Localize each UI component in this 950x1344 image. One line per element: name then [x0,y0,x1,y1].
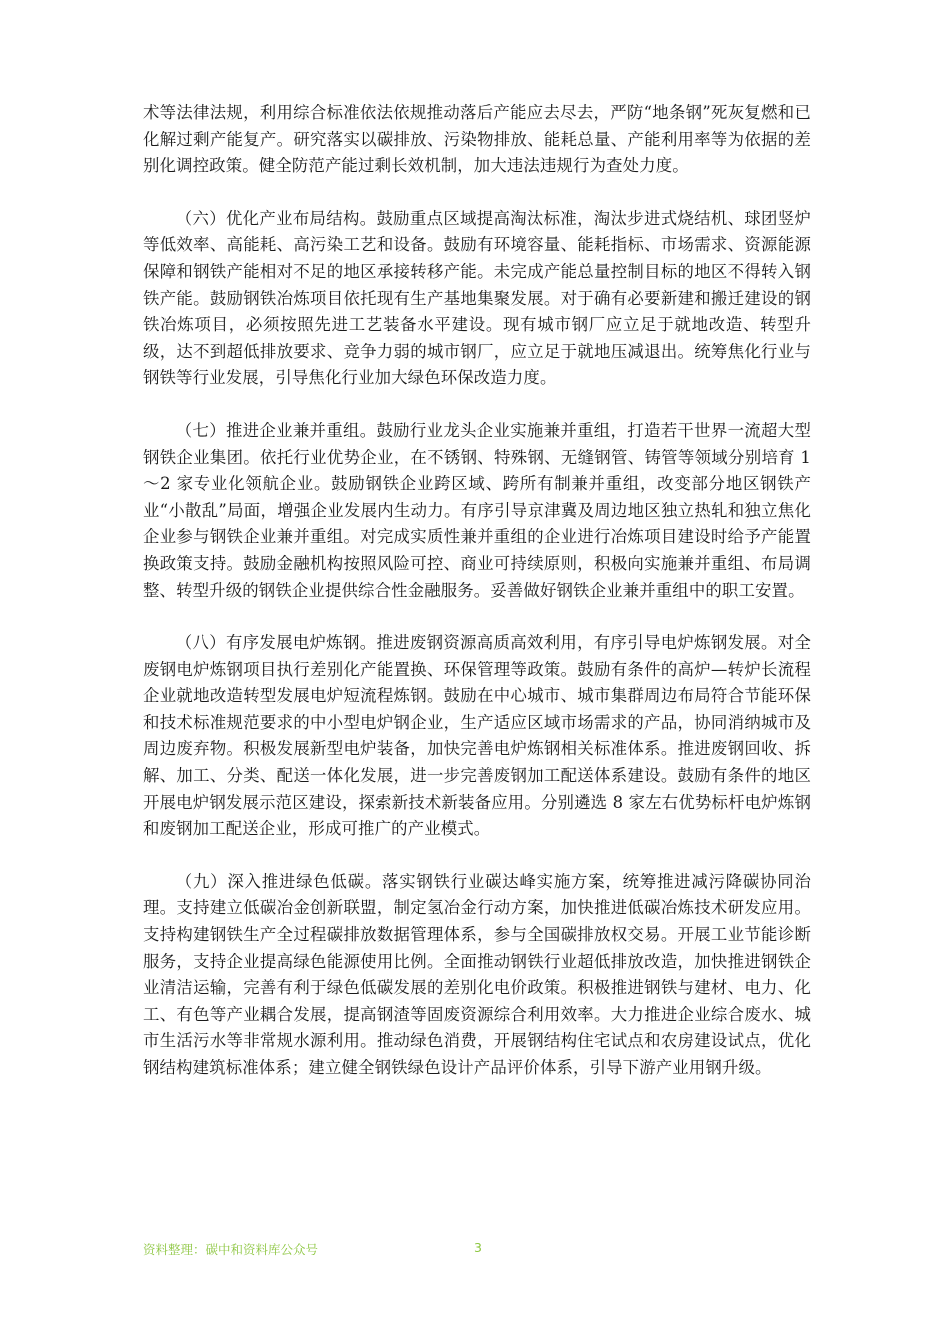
paragraph-section-7: （七）推进企业兼并重组。鼓励行业龙头企业实施兼并重组，打造若干世界一流超大型钢铁企业集团。依托行业优势企业，在不锈钢、特殊钢、无缝钢管、铸管等领域分别培育 1～2 家专业化领航企业。鼓励钢铁企业跨区域、跨所有制兼并重组，改变部分地区钢铁产业“小散乱”局面，增强企业发展内生动力。有序引导京津冀及周边地区独立热轧和独立焦化企业参与钢铁企业兼并重组。对完成实质性兼并重组的企业进行冶炼项目建设时给予产能置换政策支持。鼓励金融机构按照风险可控、商业可持续原则，积极向实施兼并重组、布局调整、转型升级的钢铁企业提供综合性金融服务。妥善做好钢铁企业兼并重组中的职工安置。 [143,420,811,600]
paragraph-continuation: 术等法律法规，利用综合标准依法依规推动落后产能应去尽去，严防“地条钢”死灰复燃和已化解过剩产能复产。研究落实以碳排放、污染物排放、能耗总量、产能利用率等为依据的差别化调控政策。健全防范产能过剩长效机制，加大违法违规行为查处力度。 [143,103,811,176]
paragraph-section-6: （六）优化产业布局结构。鼓励重点区域提高淘汰标准，淘汰步进式烧结机、球团竖炉等低效率、高能耗、高污染工艺和设备。鼓励有环境容量、能耗指标、市场需求、资源能源保障和钢铁产能相对不足的地区承接转移产能。未完成产能总量控制目标的地区不得转入钢铁产能。鼓励钢铁冶炼项目依托现有生产基地集聚发展。对于确有必要新建和搬迁建设的钢铁冶炼项目，必须按照先进工艺装备水平建设。现有城市钢厂应立足于就地改造、转型升级，达不到超低排放要求、竞争力弱的城市钢厂，应立足于就地压减退出。统筹焦化行业与钢铁等行业发展，引导焦化行业加大绿色环保改造力度。 [143,208,811,388]
document-body [143,100,811,1108]
footer-source-text: 资料整理：碳中和资料库公众号 [143,1242,319,1257]
paragraph-section-9: （九）深入推进绿色低碳。落实钢铁行业碳达峰实施方案，统筹推进减污降碳协同治理。支持建立低碳冶金创新联盟，制定氢冶金行动方案，加快推进低碳冶炼技术研发应用。支持构建钢铁生产全过程碳排放数据管理体系，参与全国碳排放权交易。开展工业节能诊断服务，支持企业提高绿色能源使用比例。全面推动钢铁行业超低排放改造，加快推进钢铁企业清洁运输，完善有利于绿色低碳发展的差别化电价政策。积极推进钢铁与建材、电力、化工、有色等产业耦合发展，提高钢渣等固废资源综合利用效率。大力推进企业综合废水、城市生活污水等非常规水源利用。推动绿色消费，开展钢结构住宅试点和农房建设试点，优化钢结构建筑标准体系；建立健全钢铁绿色设计产品评价体系，引导下游产业用钢升级。 [143,871,811,1077]
paragraph-section-8: （八）有序发展电炉炼钢。推进废钢资源高质高效利用，有序引导电炉炼钢发展。对全废钢电炉炼钢项目执行差别化产能置换、环保管理等政策。鼓励有条件的高炉—转炉长流程企业就地改造转型发展电炉短流程炼钢。鼓励在中心城市、城市集群周边布局符合节能环保和技术标准规范要求的中小型电炉钢企业，生产适应区域市场需求的产品，协同消纳城市及周边废弃物。积极发展新型电炉装备，加快完善电炉炼钢相关标准体系。推进废钢回收、拆解、加工、分类、配送一体化发展，进一步完善废钢加工配送体系建设。鼓励有条件的地区开展电炉钢发展示范区建设，探索新技术新装备应用。分别遴选 8 家左右优势标杆电炉炼钢和废钢加工配送企业，形成可推广的产业模式。 [143,633,811,839]
page-footer [143,1240,811,1262]
page-number: 3 [474,1240,482,1255]
